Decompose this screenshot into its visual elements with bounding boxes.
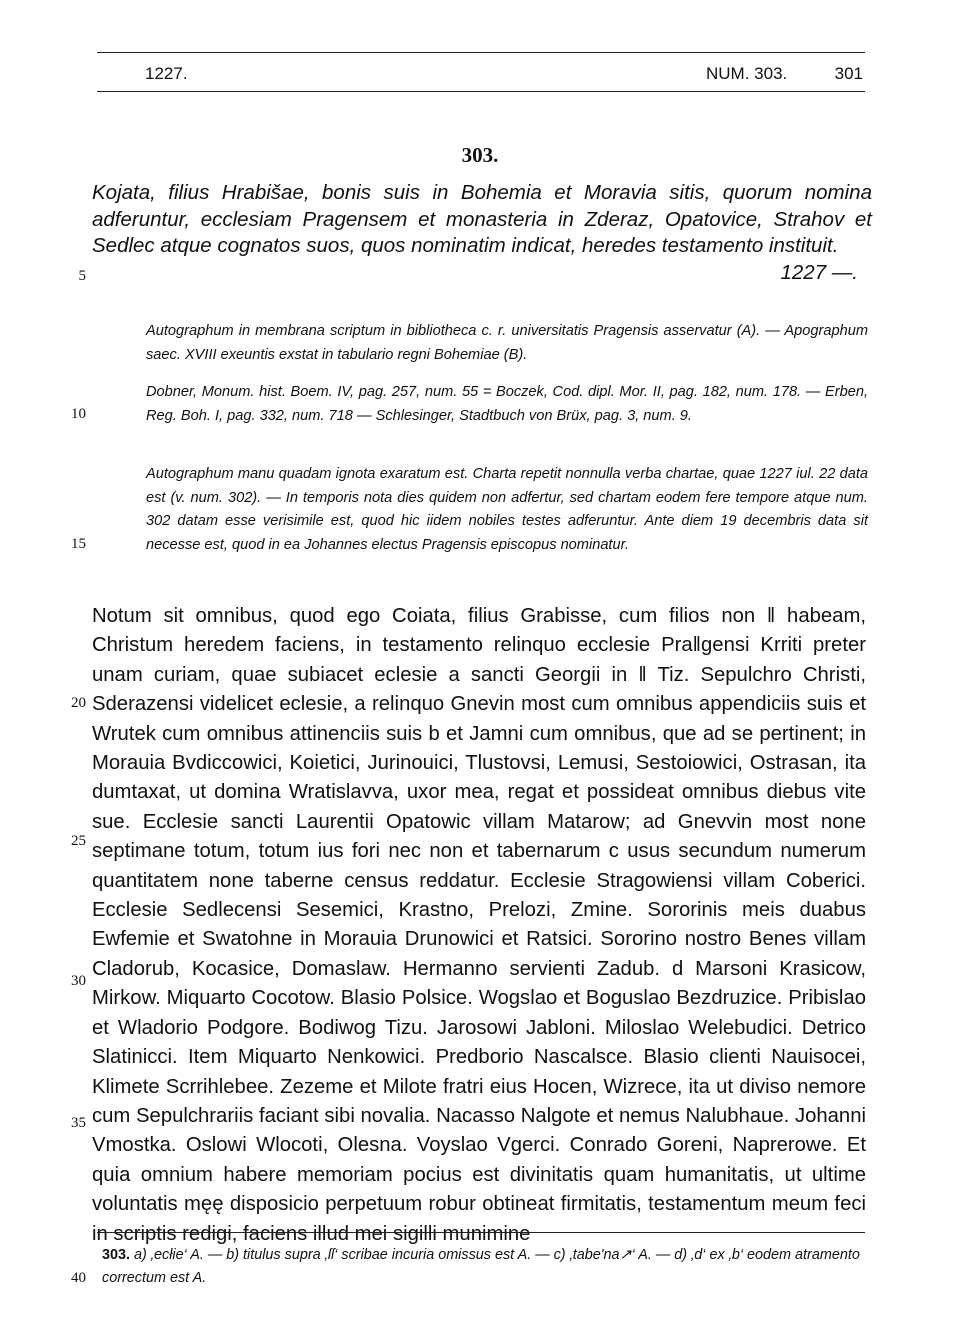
footnotes [102,1244,868,1290]
line-number: 5 [78,268,86,284]
note-commentary: Autographum manu quadam ignota exaratum est. Charta repetit nonnulla verba chartae, quae 1227 iul. 22 data est (v. num. 302). — In temporis nota dies quidem non adfertur, sed chartam eodem fere tempore atque num. 302 datam esse verisimile est, quod hic iidem nobiles testes adferuntur. Ante diem 19 decembris data sit necesse est, quod in ea Johannes electus Pragensis episcopus nominatur. [146,466,868,553]
regest-date: 1227 —. [780,260,858,284]
line-number: 10 [71,406,86,422]
footnote-rule [97,1232,865,1233]
note-editions: Dobner, Monum. hist. Boem. IV, pag. 257, num. 55 = Boczek, Cod. dipl. Mor. II, pag. 182, num. 178. — Erben, Reg. Boh. I, pag. 332, num. 718 — Schlesinger, Stadtbuch von Brüx, pag. 3, num. 9. [146,384,868,424]
line-number: 25 [71,833,86,849]
line-number: 35 [71,1115,86,1131]
line-number: 20 [71,695,86,711]
line-number: 15 [71,536,86,552]
header-rule-bottom [97,91,865,92]
header-rule-top [97,52,865,53]
document-number: 303. [461,143,499,167]
line-number: 40 [71,1270,86,1286]
main-text: Notum sit omnibus, quod ego Coiata, filius Grabisse, cum filios non ‖ habeam, Christum heredem faciens, in testamento relinquo ecclesie Pra‖gensi Krriti preter unam curiam, quae subiacet eclesie a sancti Georgii in ‖ Tiz. Sepulchro Christi, Sderazensi videlicet eclesie, a relinquo Gnevin most cum omnibus appendiciis suis et Wrutek cum omnibus attinenciis suis b et Jamni cum omnibus, que ad se pertinent; in Morauia Bvdiccowici, Koietici, Jurinouici, Tlustovsi, Lemusi, Sestoiowici, Ostrasan, ita dumtaxat, ut domina Wratislavva, uxor mea, regat et possideat omnibus diebus vite sue. Ecclesie sancti Laurentii Opatowic villam Matarow; ad Gnevvin most none septimane totum, totum ius fori nec non et tabernarum c usus secundum numerum quantitatem none taberne census reddatur. Ecclesie Stragowiensi villam Coberici. Ecclesie Sedlecensi Sesemici, Krastno, Prelozi, Zmine. Sororinis meis duabus Ewfemie et Swatohne in Morauia Drunowici et Ratsici. Sororino nostro Benes villam Cladorub, Kocasice, Domaslaw. Hermanno servienti Zadub. d Marsoni Krasicow, Mirkow. Miquarto Cocotow. Blasio Polsice. Wogslao et Boguslao Bezdruzice. Pribislao et Wladorio Podgore. Bodiwog Tizu. Jarosowi Jabloni. Miloslao Welebudici. Detrico Slatinicci. Item Miquarto Nenkowici. Predborio Nascalsce. Blasio clienti Nauisocei, Klimete Scrrihlebee. Zezeme et Milote fratri eius Hocen, Wizrece, ita ut diviso nemore cum Sepulchrariis faciant sibi novalia. Nacasso Nalgote et nemus Nalubhaue. Johanni Vmostka. Oslowi Wlocoti, Olesna. Voyslao Vgerci. Conrado Goreni, Naprerowe. Et quia omnium habere memoriam pocius est divinitatis quam humanitatis, ut ultime voluntatis męę disposicio perpetuum robur obtineat firmitatis, testamentum meum feci in scriptis redigi, faciens illud mei sigilli munimine [92,605,866,1245]
footnote-text: a) ‚ecłie‘ A. — b) titulus supra ‚ſſ‘ scribae incuria omissus est A. — c) ‚tabe'na↗‘ A. — d) ‚d‘ ex ‚b‘ eodem atramento correctum est A. [102,1247,860,1286]
regest-text: Kojata, filius Hrabišae, bonis suis in Bohemia et Moravia sitis, quorum nomina adferuntur, ecclesiam Pragensem et monasteria in Zderaz, Opatovice, Strahov et Sedlec atque cognatos suos, quos nominatim indicat, heredes testamento instituit. [92,181,872,257]
line-number: 30 [71,973,86,989]
header-year: 1227. [145,64,188,83]
note-tradition: Autographum in membrana scriptum in bibliotheca c. r. universitatis Pragensis asservatur (A). — Apographum saec. XVIII exeuntis exstat in tabulario regni Bohemiae (B). [146,323,868,363]
header-number: NUM. 303. [706,64,788,83]
footnote-label: 303. [102,1247,131,1263]
regest [92,180,872,286]
page-number: 301 [834,64,863,83]
running-header [97,64,865,86]
